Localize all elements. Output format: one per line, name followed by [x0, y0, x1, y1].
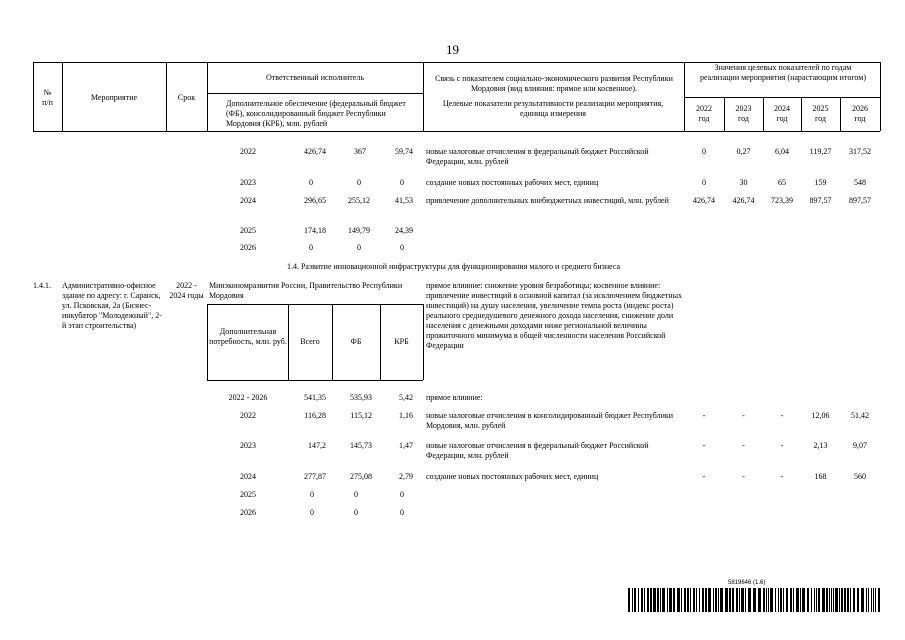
- item-total: 541,35: [304, 393, 326, 402]
- item-fb: 115,12: [350, 411, 372, 420]
- header-targets: Значения целевых показателей по годам реализации мероприятия (нарастающим итогом): [700, 63, 866, 82]
- indicator-value: 9,07: [853, 441, 867, 450]
- header-responsible: Ответственный исполнитель: [266, 73, 364, 82]
- barcode-label: 5819646 (1.6): [728, 580, 766, 586]
- block1-krb: 41,53: [395, 196, 413, 205]
- indicator-text: создание новых постоянных рабочих мест, единиц: [426, 472, 599, 481]
- indicator-value: -: [742, 411, 745, 420]
- item-fb: 0: [354, 490, 358, 499]
- page-number: 19: [446, 42, 459, 57]
- subheader-krb: КРБ: [394, 337, 409, 346]
- item-term: 2022 - 2024 годы: [169, 281, 204, 300]
- block1-krb: 0: [400, 243, 404, 252]
- indicator-value: 0: [702, 147, 706, 156]
- header-year-2023: 2023 год: [735, 104, 752, 123]
- indicator-value: -: [702, 411, 706, 420]
- indicator-value: 6,04: [775, 147, 789, 156]
- indicator-value: -: [780, 441, 784, 450]
- block1-fb: 0: [357, 178, 361, 187]
- block1-krb: 59,74: [395, 147, 413, 156]
- item-krb: 1,16: [399, 411, 413, 420]
- block1-year: 2025: [240, 226, 256, 235]
- item-total: 0: [310, 508, 314, 517]
- indicator-value: 897,57: [809, 196, 832, 205]
- indicator-value: -: [702, 472, 706, 481]
- header-year-2024: 2024 год: [774, 104, 790, 123]
- item-krb: 5,42: [399, 393, 413, 402]
- header-indicators: Целевые показатели результативности реализации мероприятия, единица измерения: [442, 99, 664, 118]
- indicator-value: -: [742, 441, 745, 450]
- item-krb: 1,47: [399, 441, 413, 450]
- item-number: 1.4.1.: [33, 281, 51, 290]
- indicator-value: -: [780, 411, 784, 420]
- block1-krb: 24,39: [395, 226, 413, 235]
- block1-year: 2022: [240, 147, 256, 156]
- item-total: 0: [310, 490, 314, 499]
- indicator-text: создание новых постоянных рабочих мест, единиц: [426, 178, 599, 187]
- indicator-value: 317,52: [849, 147, 871, 156]
- header-year-2025: 2025 год: [812, 104, 829, 123]
- item-year: 2022: [240, 411, 256, 420]
- indicator-value: 560: [854, 472, 866, 481]
- indicator-value: -: [702, 441, 706, 450]
- indicator-value: 426,74: [693, 196, 715, 205]
- subheader-need: Дополнительная потребность, млн. руб.: [209, 327, 287, 346]
- indicator-value: 168: [814, 472, 827, 481]
- header-event: Мероприятие: [90, 93, 138, 102]
- item-year: 2025: [240, 490, 256, 499]
- block1-total: 174,18: [304, 226, 326, 235]
- header-funding: Дополнительное обеспечение (федеральный бюджет (ФБ), консолидированный бюджет Республики Мордовия (КРБ), млн. рублей: [226, 99, 406, 128]
- indicator-value: 723,39: [771, 196, 793, 205]
- indicator-text: привлечение дополнительных внебюджетных инвестиций, млн. рублей: [426, 196, 669, 205]
- block1-total: 296,65: [304, 196, 326, 205]
- item-fb: 0: [354, 508, 358, 517]
- subheader-fb: ФБ: [350, 337, 362, 346]
- subheader-total: Всего: [300, 337, 320, 346]
- header-year-2026: 2026 год: [852, 104, 868, 123]
- block1-fb: 0: [357, 243, 361, 252]
- block1-total: 0: [309, 243, 313, 252]
- indicator-text: новые налоговые отчисления в консолидированный бюджет Республики Мордовия, млн. рублей: [426, 411, 674, 430]
- item-name: Административно-офисное здание по адресу: г. Саранск, ул. Псковская, 2а (Бизнес-инкубатор "Молодежный", 2-й этап строительства): [62, 281, 162, 330]
- indicator-value: 426,74: [732, 196, 755, 205]
- indicator-text: новые налоговые отчисления в федеральный бюджет Российской Федерации, млн. рублей: [426, 441, 649, 460]
- item-fb: 145,73: [350, 441, 372, 450]
- item-total: 277,87: [304, 472, 326, 481]
- item-year: 2023: [240, 441, 256, 450]
- indicator-value: 119,27: [809, 147, 832, 156]
- header-year-2022: 2022 год: [696, 104, 712, 123]
- indicator-value: 51,42: [851, 411, 869, 420]
- barcode-icon: [628, 588, 880, 612]
- indicator-value: 159: [814, 178, 827, 187]
- block1-fb: 367: [354, 147, 366, 156]
- block1-fb: 255,12: [348, 196, 370, 205]
- item-year: 2024: [240, 472, 256, 481]
- indicator-value: 0,27: [736, 147, 751, 156]
- item-responsible: Минэкономразвития России, Правительство Республики Мордовия: [209, 281, 403, 300]
- indicator-text: новые налоговые отчисления в федеральный бюджет Российской Федерации, млн. рублей: [426, 147, 649, 166]
- indicator-value: 30: [739, 178, 748, 187]
- block1-year: 2024: [240, 196, 256, 205]
- header-term: Срок: [177, 93, 196, 102]
- header-relation: Связь с показателем социально-экономического развития Республики Мордовия (вид влияния: прямое или косвенное).: [435, 74, 673, 93]
- indicator-value: 548: [854, 178, 866, 187]
- item-krb: 0: [400, 490, 404, 499]
- item-total: 116,28: [304, 411, 326, 420]
- block1-krb: 0: [400, 178, 404, 187]
- indicator-value: -: [742, 472, 745, 481]
- block1-total: 0: [309, 178, 313, 187]
- item-total: 147,2: [308, 441, 326, 450]
- item-krb: 0: [400, 508, 404, 517]
- item-year: 2022 - 2026: [228, 393, 268, 402]
- indicator-value: 897,57: [849, 196, 871, 205]
- block1-fb: 149,79: [348, 226, 370, 235]
- indicator-value: 65: [778, 178, 786, 187]
- section-title: 1.4. Развитие инновационной инфраструктуры для функционирования малого и среднего бизнеса: [286, 262, 621, 271]
- item-year: 2026: [240, 508, 256, 517]
- indicator-value: 12,06: [811, 411, 830, 420]
- item-fb: 275,08: [350, 472, 372, 481]
- block1-year: 2026: [240, 243, 256, 252]
- header-num: № п/п: [42, 88, 53, 107]
- item-krb: 2,79: [399, 472, 413, 481]
- item-relation: прямое влияние: снижение уровня безработицы; косвенное влияние: привлечение инвестиций в основной капитал (за исключением бюджетных инвестиций) на душу населения, увеличение темпа роста (индекс роста) реального среднедушевого денежного дохода населения, снижение доли населения с денежными доходами ниже региональной величины прожиточного минимума в общей численности населения Российской Федерации: [426, 281, 682, 350]
- block1-total: 426,74: [304, 147, 326, 156]
- block1-year: 2023: [240, 178, 256, 187]
- indicator-value: 2,13: [813, 441, 828, 450]
- direct-influence-label: прямое влияние:: [426, 393, 483, 402]
- indicator-value: 0: [702, 178, 706, 187]
- item-fb: 535,93: [350, 393, 372, 402]
- indicator-value: -: [780, 472, 784, 481]
